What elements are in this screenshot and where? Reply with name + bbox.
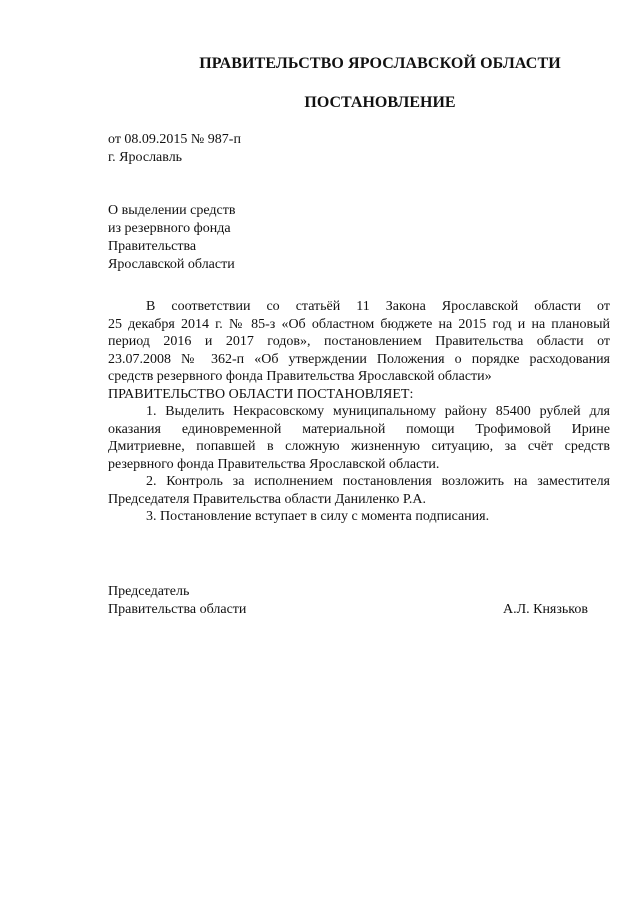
- signatory-name: А.Л. Князьков: [503, 602, 588, 617]
- signatory-position-line2: Правительства области: [108, 602, 247, 617]
- organization-title: ПРАВИТЕЛЬСТВО ЯРОСЛАВСКОЙ ОБЛАСТИ: [199, 55, 561, 72]
- signature-block: [108, 583, 588, 619]
- signature-row: [108, 601, 588, 619]
- document-meta: [108, 131, 241, 167]
- resolves-heading: ПРАВИТЕЛЬСТВО ОБЛАСТИ ПОСТАНОВЛЯЕТ:: [108, 386, 414, 402]
- item-2-line: 2. Контроль за исполнением постановления возложить на заместителя: [146, 474, 610, 489]
- preamble-line: средств резервного фонда Правительства Ярославской области»: [108, 369, 492, 384]
- item-1-line: 1. Выделить Некрасовскому муниципальному району 85400 рублей для: [146, 404, 610, 419]
- document-subject: [108, 202, 235, 274]
- item-3-paragraph: 3. Постановление вступает в силу с момента подписания.: [146, 509, 490, 524]
- preamble-line: 25 декабря 2014 г. № 85-з «Об областном бюджете на 2015 год и на плановый: [108, 316, 610, 332]
- item-1-paragraph: [108, 403, 610, 473]
- document-type-title: ПОСТАНОВЛЕНИЕ: [304, 94, 456, 111]
- preamble-paragraph: [108, 298, 610, 386]
- subject-line: О выделении средств: [108, 203, 236, 218]
- item-1-line: Дмитриевне, попавшей в сложную жизненную ситуацию, за счёт средств: [108, 439, 610, 454]
- item-1-line: оказания единовременной материальной помощи Трофимовой Ирине: [108, 421, 610, 437]
- document-body: [108, 298, 610, 526]
- signatory-position: Председатель: [108, 584, 190, 599]
- preamble-line: В соответствии со статьёй 11 Закона Ярославской области от: [146, 299, 610, 314]
- subject-line: Правительства: [108, 239, 197, 254]
- item-2-line: Председателя Правительства области Даниленко Р.А.: [108, 491, 426, 507]
- subject-line: Ярославской области: [108, 257, 235, 272]
- city: г. Ярославль: [108, 150, 183, 165]
- subject-line: из резервного фонда: [108, 221, 231, 236]
- item-2-paragraph: [108, 473, 610, 508]
- preamble-line: период 2016 и 2017 годов», постановлением Правительства области от: [108, 334, 610, 349]
- preamble-line: 23.07.2008 № 362-п «Об утверждении Положения о порядке расходования: [108, 351, 610, 367]
- date-number: от 08.09.2015 № 987-п: [108, 132, 241, 147]
- item-1-line: резервного фонда Правительства Ярославской области.: [108, 456, 440, 472]
